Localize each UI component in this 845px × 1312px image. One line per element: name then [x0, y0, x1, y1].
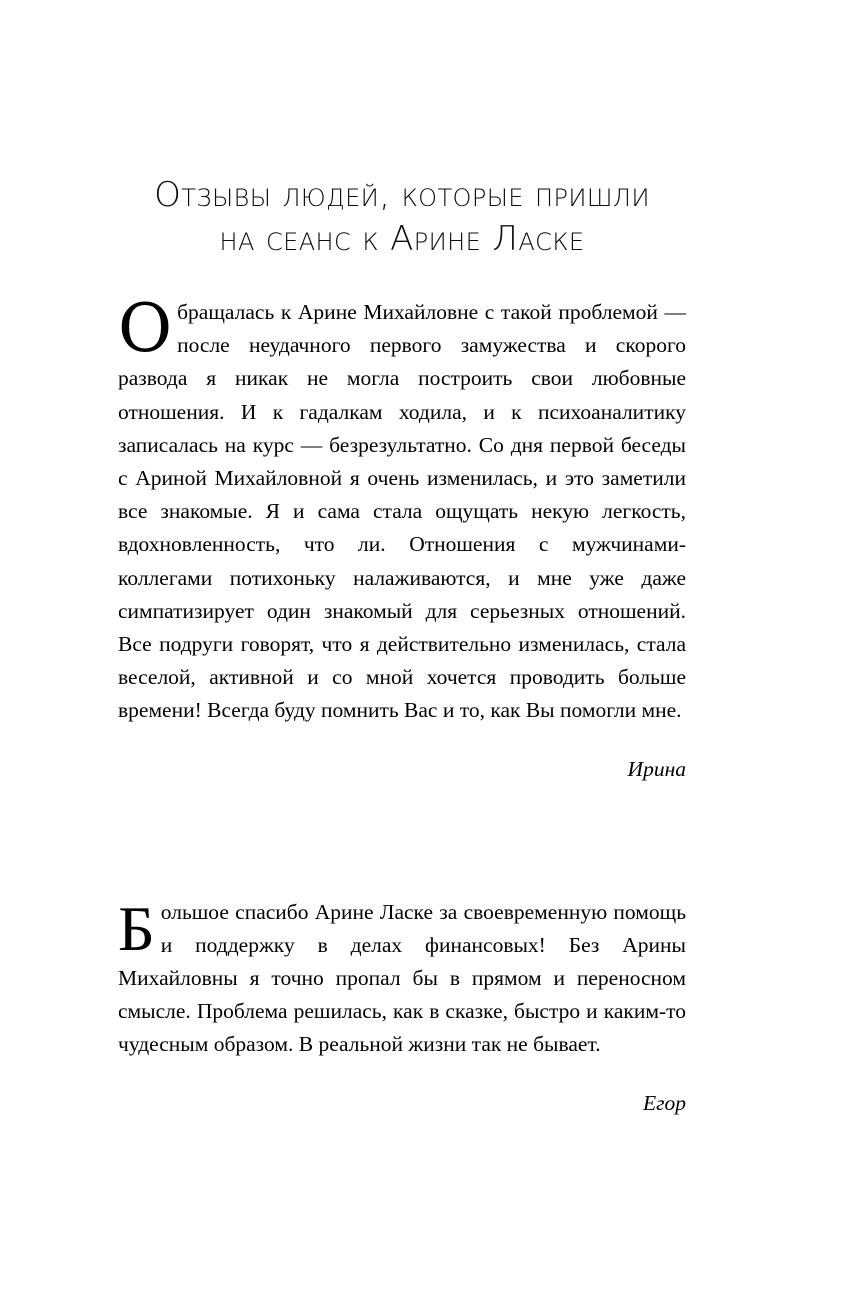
testimonial-signature: Ирина	[627, 756, 686, 781]
testimonial-list	[118, 290, 686, 1118]
testimonial-body	[118, 892, 686, 1062]
page-title	[118, 173, 686, 261]
page-title-line-1: Отзывы людей, которые пришли	[154, 174, 650, 215]
testimonial-body	[118, 290, 686, 728]
testimonial-item	[118, 290, 686, 784]
testimonial-item	[118, 892, 686, 1118]
drop-cap-initial: О	[118, 290, 173, 367]
testimonial-text: бращалась к Арине Михайловне с такой проблемой — после неудачного первого замужества и скорого развода я никак не могла построить свои любовные отношения. И к гадалкам ходила, и к психоаналитику записалась на курс — безрезультатно. Со дня первой беседы с Ариной Михайловной я очень изменилась, и это заметили все знакомые. Я и сама стала ощущать некую легкость, вдохновленность, что ли. Отношения с мужчинами-коллегами потихоньку налаживаются, и мне уже даже симпатизирует один знакомый для серьезных отношений. Все подруги говорят, что я действительно изменилась, стала веселой, активной и со мной хочется проводить больше времени! Всегда буду помнить Вас и то, как Вы помогли мне.	[118, 300, 686, 723]
drop-cap-initial: Б	[118, 892, 155, 964]
testimonial-signature: Егор	[642, 1090, 686, 1115]
testimonial-text: ольшое спасибо Арине Ласке за своевременную помощь и поддержку в делах финансовых! Без Арины Михайловны я точно пропал бы в прямом и переносном смысле. Проблема решилась, как в сказке, быстро и каким-то чудесным образом. В реальной жизни так не бывает.	[118, 899, 686, 1057]
page-title-line-2: на сеанс к Арине Ласке	[219, 218, 585, 259]
